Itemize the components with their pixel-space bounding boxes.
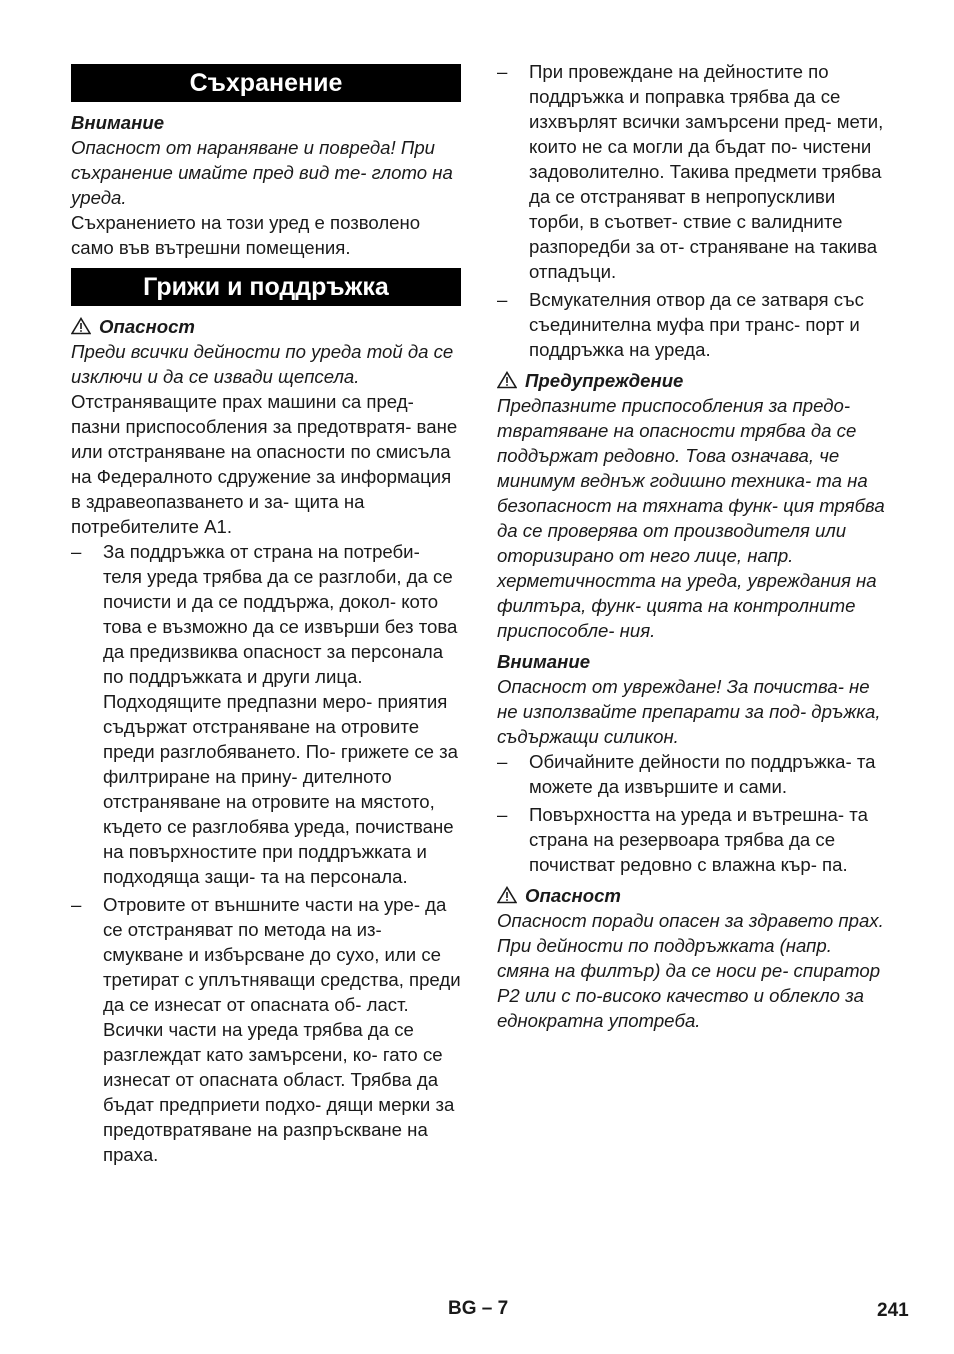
left-column (71, 60, 461, 1170)
warning-label-row (497, 368, 887, 393)
list-item-text: Отровите от външните части на уре- да се отстраняват по метода на из- смукване и избърсване до сухо, или се третират с уплътняващи средства, преди да се изнесат от опасната об- ласт. Всички части на уреда трябва да се разглеждат като замърсени, ко- гато се изнесат от опасната област. Трябва да бъдат предприети подхо- дящи мерки за предотвратяване на разпръскване на праха. (103, 894, 461, 1165)
storage-attention-label: Внимание (71, 112, 165, 133)
page-number: 241 (877, 1300, 909, 1321)
right-column (497, 59, 887, 1033)
warning-triangle-icon (497, 886, 517, 904)
list-item-text: Обичайните дейности по поддръжка- та можете да извършите и сами. (529, 751, 876, 797)
list-item (497, 802, 887, 877)
danger-label: Опасност (99, 316, 195, 337)
list-item (497, 749, 887, 799)
bullet-dash: – (497, 804, 508, 825)
footer-lang-page: BG – 7 (448, 1298, 509, 1319)
bullet-dash: – (497, 289, 508, 310)
attention-text: Опасност от увреждане! За почиства- не не използвайте препарати за под- дръжка, съдържащи силикон. (497, 676, 881, 747)
warning-triangle-icon (71, 317, 91, 335)
danger-label-row-2 (497, 883, 887, 908)
danger-label-row (71, 314, 461, 339)
bullet-dash: – (71, 894, 82, 915)
bullet-dash: – (497, 61, 508, 82)
danger-label: Опасност (525, 885, 621, 906)
danger-text: Опасност поради опасен за здравето прах. При дейности по поддръжката (напр. смяна на филтър) да се носи ре- спиратор Р2 или с по-високо качество и облекло за еднократна употреба. (497, 910, 884, 1031)
storage-body: Съхранението на този уред е позволено само във вътрешни помещения. (71, 212, 421, 258)
list-item-text: Всмукателния отвор да се затваря със съединителна муфа при транс- порт и поддръжка на уреда. (529, 289, 864, 360)
warning-text: Предпазните приспособления за предо- твратяване на опасности трябва да се поддържат редовно. Това означава, че минимум веднъж годишно техника- та на безопасност на тяхната функ- ция трябва да се проверява от производителя или оторизирано от него лице, напр. херметичността на уреда, увреждания на филтъра, функ- цията на контролните приспособле- ния. (497, 395, 885, 641)
list-item-text: При провеждане на дейностите по поддръжка и поправка трябва да се изхвърлят всички замърсени пред- мети, които не са могли да бъдат по- чистени задоволително. Такива предмети трябва да се отстраняват в непропускливи торби, в съответ- ствие с валидните разпоредби за от- страняване на такива отпадъци. (529, 61, 884, 282)
care-heading: Грижи и поддръжка (71, 268, 461, 306)
bullet-dash: – (71, 541, 82, 562)
maintenance-bullet-list (497, 59, 887, 362)
care-body: Отстраняващите прах машини са пред- пазни приспособления за предотвратя- ване или отстраняване на опасности по смисъла на Федералното сдружение за информация в здравеопазването и за- щита на потребителите А1. (71, 391, 458, 537)
list-item (71, 539, 461, 889)
list-item (71, 892, 461, 1167)
list-item-text: За поддръжка от страна на потреби- теля уреда трябва да се разглоби, да се почисти и да се поддържа, докол- кото това е възможно да се извърши без това да предизвиква опасност за персонала по поддръжката и други лица. Подходящите предпазни меро- приятия съдържат отстраняване на отровите преди разглобяването. По- грижете се за филтриране на прину- дителното отстраняване на отровите на мястото, където се разглобява уреда, почистване на повърхностите при поддръжката и подходяща защи- та на персонала. (103, 541, 459, 887)
storage-attention-text: Опасност от нараняване и повреда! При съхранение имайте пред вид те- глото на уреда. (71, 137, 453, 208)
bullet-dash: – (497, 751, 508, 772)
storage-heading: Съхранение (71, 64, 461, 102)
list-item-text: Повърхността на уреда и вътрешна- та страна на резервоара трябва да се почистват редовно с влажна кър- па. (529, 804, 868, 875)
warning-triangle-icon (497, 371, 517, 389)
routine-bullet-list (497, 749, 887, 877)
list-item (497, 59, 887, 284)
warning-label: Предупреждение (525, 370, 684, 391)
attention-label: Внимание (497, 651, 591, 672)
danger-text: Преди всички дейности по уреда той да се изключи и да се извади щепсела. (71, 341, 454, 387)
care-bullet-list (71, 539, 461, 1167)
list-item (497, 287, 887, 362)
